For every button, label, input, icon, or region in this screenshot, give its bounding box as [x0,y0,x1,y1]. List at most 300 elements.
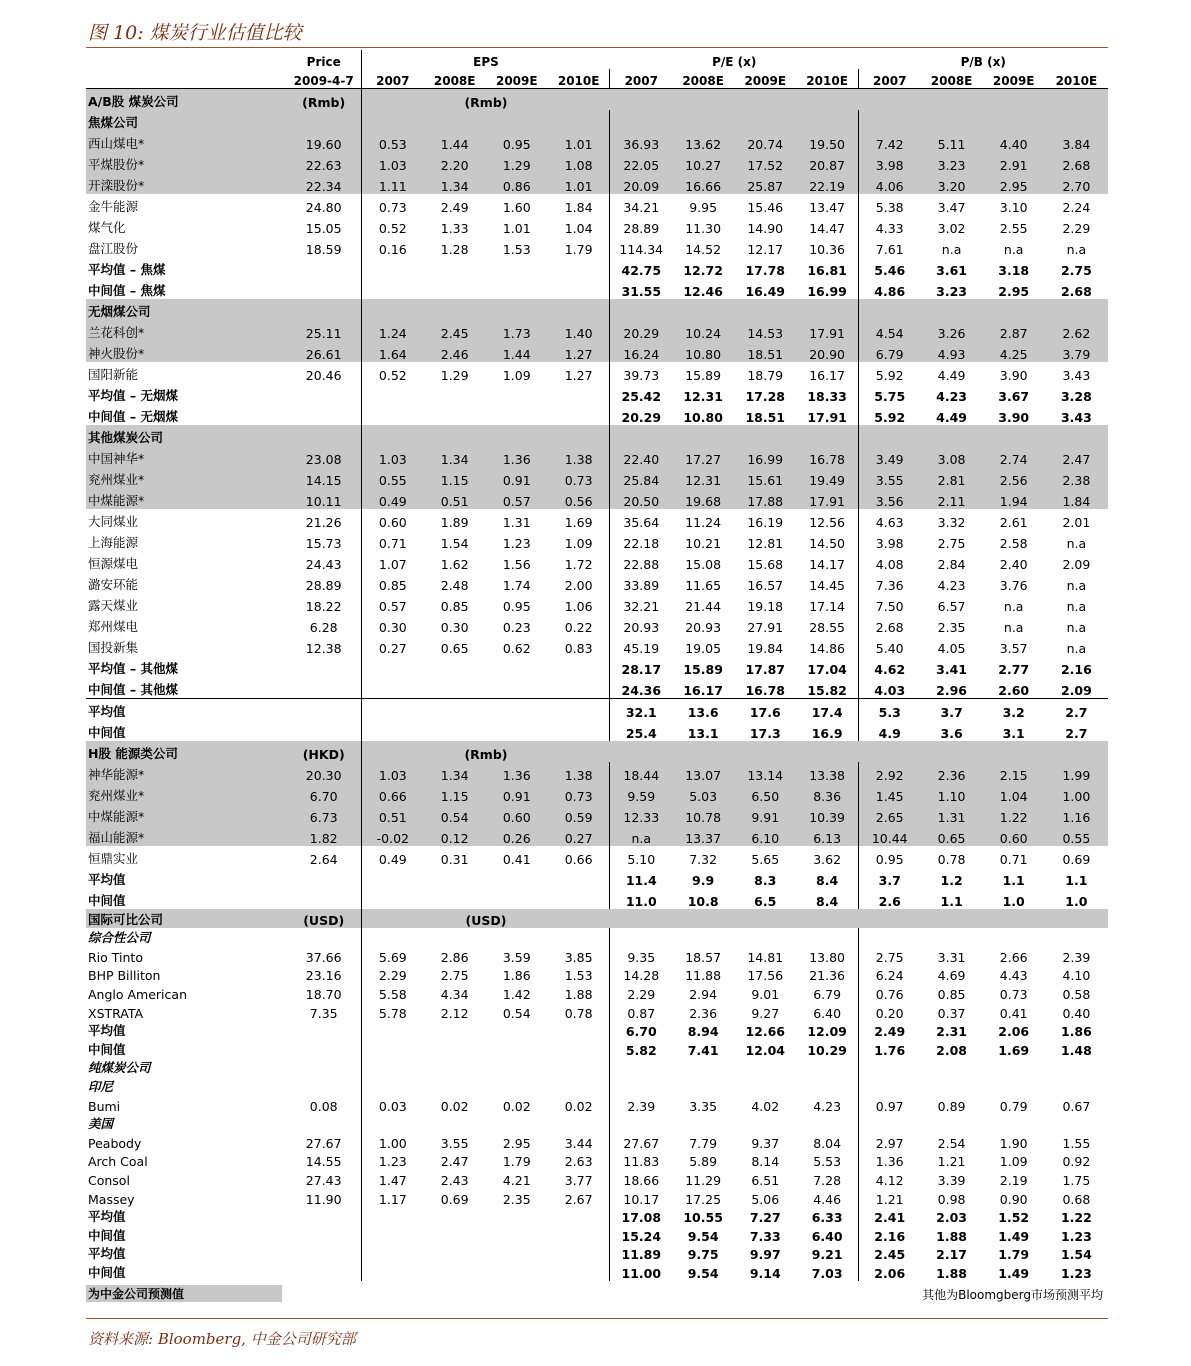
value-cell: 2.45 [858,1244,920,1263]
table-row [86,1169,1108,1188]
value-cell: 5.78 [362,1002,424,1021]
value-cell: 25.4 [610,720,672,741]
value-cell: 12.46 [683,284,723,299]
value-cell: 9.91 [734,804,796,825]
value-cell [362,1039,424,1058]
table-row [86,804,1108,825]
value-cell: 9.01 [751,986,780,1002]
value-cell: 3.47 [937,200,966,215]
value-cell [486,425,548,446]
value-cell: 2.91 [983,152,1045,173]
value-cell: 0.23 [502,620,531,635]
value-cell: 1.1 [1065,873,1088,888]
value-cell: 4.49 [936,410,967,425]
value-cell: n.a [1003,599,1024,614]
value-cell [424,257,486,278]
value-cell [1045,1114,1108,1133]
value-cell: 0.92 [1062,1154,1091,1170]
value-cell: 1.79 [502,1154,531,1170]
value-cell: n.a [941,242,962,257]
value-cell: 3.85 [564,949,593,965]
value-cell: 0.51 [424,488,486,509]
row-label: 国际可比公司 [86,909,286,928]
unit-label: (Rmb) [286,89,361,111]
value-cell: 4.86 [858,278,920,299]
row-label: 兰花科创* [86,320,286,341]
row-label: 开滦股份* [86,173,286,194]
value-cell: 22.40 [610,446,672,467]
value-cell: 7.35 [309,1005,338,1021]
row-label: H股 能源类公司 [86,741,286,762]
value-cell: 2.19 [999,1172,1028,1188]
value-cell: 9.59 [610,783,672,804]
row-label: 潞安环能 [88,577,139,592]
value-cell: 14.28 [610,965,672,984]
value-cell: 7.36 [858,572,920,593]
value-cell [1045,299,1108,320]
value-cell: 0.02 [440,1098,469,1114]
value-cell: 4.08 [858,551,920,572]
value-cell: 2.62 [1045,320,1108,341]
value-cell: 25.84 [610,467,672,488]
value-cell: 16.24 [610,341,672,362]
value-cell: 2.08 [936,1042,967,1058]
value-cell: 6.51 [751,1172,780,1188]
value-cell: 19.68 [672,488,734,509]
value-cell: 2.39 [1062,949,1091,965]
table-row [86,1151,1108,1170]
value-cell: 1.79 [998,1247,1030,1263]
value-cell: 13.14 [734,762,796,783]
value-cell: 0.73 [362,194,424,215]
value-cell: 22.63 [286,152,361,173]
value-cell [424,425,486,446]
value-cell: 3.35 [689,1098,718,1114]
value-cell [286,278,361,299]
value-cell: 15.89 [683,662,723,677]
value-cell [548,278,610,299]
value-cell: 12.09 [807,1024,847,1040]
value-cell [286,110,361,131]
value-cell: 2.31 [936,1024,967,1040]
value-cell [858,110,920,131]
value-cell [486,699,548,721]
table-row [86,1076,1108,1095]
value-cell [734,299,796,320]
value-cell: 0.02 [502,1098,531,1114]
value-cell: 20.90 [796,341,858,362]
value-cell: 2.96 [936,683,967,698]
value-cell [362,1076,424,1095]
value-cell: 6.5 [754,894,777,909]
value-cell: 2.75 [440,968,469,984]
value-cell [486,278,548,299]
value-cell: 0.86 [486,173,548,194]
value-cell [796,425,858,446]
row-label: 兖州煤业* [86,783,286,804]
value-cell: 0.69 [440,1191,469,1207]
value-cell: 9.54 [687,1265,719,1281]
value-cell: 9.95 [689,200,718,215]
value-cell [486,888,548,909]
table-row [86,1262,1108,1281]
value-cell [286,1021,361,1040]
value-cell: 1.73 [486,320,548,341]
value-cell: 17.88 [734,488,796,509]
value-cell: 8.14 [751,1154,780,1170]
value-cell: -0.02 [362,825,424,846]
value-cell: 15.61 [734,467,796,488]
value-cell [424,383,486,404]
value-cell: 1.38 [548,446,610,467]
table-row [86,635,1108,656]
value-cell: 6.79 [858,341,920,362]
table-row [86,677,1108,699]
value-cell: 2.11 [921,488,983,509]
value-cell: 28.55 [809,620,845,635]
value-cell: 3.98 [858,152,920,173]
value-cell: 0.68 [1062,1191,1091,1207]
row-label: 国阳新能 [88,367,139,382]
value-cell: 0.78 [937,852,966,867]
value-cell [486,1039,548,1058]
value-cell: 0.41 [502,852,531,867]
value-cell: 6.33 [811,1210,843,1226]
table-row [86,1207,1108,1226]
row-label: 恒鼎实业 [88,851,139,866]
value-cell: 4.03 [858,677,920,699]
value-cell [486,1076,548,1095]
row-label: 平均值 – 其他煤 [88,661,178,676]
value-cell: 0.71 [362,530,424,551]
value-cell: 2.68 [858,614,920,635]
value-cell: 6.13 [796,825,858,846]
row-label: 上海能源 [88,535,139,550]
value-cell [424,1058,486,1077]
value-cell: 1.1 [1002,873,1025,888]
value-cell: 2.36 [689,1005,718,1021]
value-cell: 2.24 [1062,200,1091,215]
value-cell: 2.39 [610,1095,672,1114]
value-cell: 15.68 [747,557,784,572]
value-cell: 0.73 [548,467,610,488]
value-cell: 17.25 [685,1191,722,1207]
value-cell: 0.69 [1062,852,1091,867]
value-cell [486,257,548,278]
table-row [86,257,1108,278]
value-cell: 18.57 [685,949,722,965]
value-cell: 4.25 [983,341,1045,362]
value-cell: 5.75 [858,383,920,404]
table-row [86,467,1108,488]
value-cell: 2.65 [858,804,920,825]
value-cell [286,888,361,909]
value-cell: n.a [1066,242,1087,257]
value-cell: 17.91 [796,488,858,509]
value-cell: 2.92 [858,762,920,783]
value-cell: 2.03 [936,1210,967,1226]
value-cell: n.a [610,825,672,846]
value-cell: 8.04 [813,1135,842,1151]
value-cell: 1.15 [424,467,486,488]
value-cell [362,110,424,131]
value-cell [1045,1076,1108,1095]
value-cell [1045,928,1108,947]
value-cell: 1.27 [564,368,593,383]
year-header: 2010E [1045,69,1108,89]
value-cell: 1.36 [486,446,548,467]
value-cell: 8.36 [796,783,858,804]
value-cell: 14.50 [809,536,845,551]
row-label: 平煤股份* [86,152,286,173]
value-cell: 2.7 [1065,726,1088,741]
value-cell: 2.60 [998,683,1030,698]
value-cell: 3.44 [564,1135,593,1151]
row-label: 露天煤业 [88,598,139,613]
value-cell: 17.08 [610,1207,672,1226]
value-cell: 6.28 [309,620,338,635]
table-row [86,215,1108,236]
value-cell [362,867,424,888]
value-cell [486,1207,548,1226]
value-cell: 3.39 [937,1172,966,1188]
value-cell: 15.24 [610,1225,672,1244]
value-cell: 2.97 [858,1132,920,1151]
value-cell: 7.27 [749,1210,781,1226]
value-cell: 0.51 [362,804,424,825]
value-cell [362,425,424,446]
valuation-table [86,50,1108,1281]
row-label: Bumi [88,1098,121,1114]
value-cell: 0.31 [440,852,469,867]
row-label: 印尼 [88,1078,114,1094]
value-cell: 1.15 [424,783,486,804]
row-label: 中煤能源* [86,488,286,509]
value-cell: 3.77 [564,1172,593,1188]
value-cell: 22.88 [610,551,672,572]
value-cell [424,110,486,131]
table-row [86,278,1108,299]
value-cell: 2.15 [983,762,1045,783]
value-cell [1045,1058,1108,1077]
value-cell: 3.55 [440,1135,469,1151]
year-header: 2008E [921,69,983,89]
year-header: 2009E [734,69,796,89]
value-cell: 3.98 [858,530,920,551]
value-cell: 1.21 [858,1188,920,1207]
eps-header: EPS [362,50,610,69]
value-cell: 20.09 [610,173,672,194]
value-cell: 1.53 [564,968,593,984]
value-cell: 12.17 [747,242,784,257]
value-cell: 11.4 [610,867,672,888]
table-row [86,425,1108,446]
value-cell [921,110,983,131]
row-label: 纯煤炭公司 [88,1060,151,1076]
table-row [86,614,1108,635]
row-label: XSTRATA [88,1005,144,1021]
header-row-2 [86,69,1108,89]
row-label: 兖州煤业* [86,467,286,488]
value-cell [286,1262,361,1281]
value-cell: 2.6 [858,888,920,909]
value-cell: 0.54 [424,804,486,825]
value-cell [486,1021,548,1040]
table-row [86,446,1108,467]
value-cell: 2.77 [998,662,1030,677]
value-cell: 14.17 [809,557,845,572]
value-cell: 14.47 [809,221,845,236]
value-cell [486,1225,548,1244]
value-cell: 6.70 [286,783,361,804]
value-cell: 1.48 [1060,1042,1092,1058]
value-cell: 2.55 [999,221,1028,236]
value-cell: 2.7 [1045,699,1108,721]
value-cell: 0.95 [502,599,531,614]
value-cell: 1.09 [564,536,593,551]
value-cell: 28.89 [610,215,672,236]
value-cell [286,383,361,404]
value-cell: 3.28 [1060,389,1092,404]
value-cell: 12.72 [683,263,723,278]
value-cell: 31.55 [610,278,672,299]
value-cell: 0.73 [548,783,610,804]
value-cell: 0.62 [502,641,531,656]
value-cell [672,928,734,947]
value-cell: 1.88 [564,986,593,1002]
value-cell [921,1076,983,1095]
value-cell: 1.40 [548,320,610,341]
value-cell: 0.91 [486,783,548,804]
value-cell: 2.64 [309,852,338,867]
table-row [86,320,1108,341]
value-cell: 0.30 [362,614,424,635]
value-cell: 22.05 [610,152,672,173]
value-cell [610,299,672,320]
value-cell [734,928,796,947]
bottom-rule [86,1318,1108,1319]
value-cell: 32.1 [610,699,672,721]
value-cell: 1.0 [1002,894,1025,909]
table-row [86,1095,1108,1114]
value-cell: 2.70 [1045,173,1108,194]
table-row [86,194,1108,215]
value-cell [796,299,858,320]
value-cell: 1.60 [502,200,531,215]
value-cell: n.a [1066,620,1087,635]
year-header: 2008E [672,69,734,89]
value-cell: 2.36 [921,762,983,783]
value-cell: 1.23 [1060,1265,1092,1281]
row-label: Consol [88,1172,130,1188]
value-cell [424,1021,486,1040]
value-cell: 0.97 [858,1095,920,1114]
value-cell: 0.65 [440,641,469,656]
source-note: 资料来源: Bloomberg, 中金公司研究部 [88,1330,356,1348]
value-cell: 10.36 [809,242,845,257]
value-cell [362,699,424,721]
value-cell: 1.94 [983,488,1045,509]
value-cell: 1.84 [1045,488,1108,509]
value-cell: 0.83 [564,641,593,656]
value-cell: 4.46 [813,1191,842,1207]
row-label: BHP Billiton [88,968,161,984]
value-cell: 1.36 [486,762,548,783]
value-cell: 20.93 [685,620,722,635]
table-row [86,110,1108,131]
value-cell: 0.26 [486,825,548,846]
value-cell: 1.42 [502,986,531,1002]
value-cell: 2.67 [564,1191,593,1207]
top-rule [86,47,1108,48]
value-cell: 18.59 [305,242,342,257]
row-label: Arch Coal [88,1154,148,1170]
value-cell: 16.17 [809,368,845,383]
value-cell: 0.54 [502,1005,531,1021]
value-cell [424,278,486,299]
value-cell: 2.43 [440,1172,469,1188]
value-cell: 10.80 [672,341,734,362]
value-cell [610,1076,672,1095]
table-row [86,1132,1108,1151]
value-cell: 7.32 [689,852,718,867]
table-row [86,762,1108,783]
value-cell: 0.60 [362,509,424,530]
value-cell: 32.21 [610,593,672,614]
value-cell: 4.34 [440,986,469,1002]
table-row [86,488,1108,509]
value-cell: 0.60 [486,804,548,825]
value-cell: 0.66 [362,783,424,804]
value-cell: 8.3 [754,873,777,888]
value-cell: 3.08 [921,446,983,467]
value-cell: 2.17 [936,1247,967,1263]
value-cell: 2.75 [937,536,966,551]
value-cell: 2.16 [1060,662,1092,677]
value-cell: 0.59 [548,804,610,825]
value-cell: 17.04 [807,662,847,677]
value-cell [1045,425,1108,446]
value-cell: 2.35 [502,1191,531,1207]
value-cell: 5.69 [362,946,424,965]
value-cell: 0.30 [440,620,469,635]
value-cell: n.a [1066,641,1087,656]
value-cell [983,1058,1045,1077]
value-cell: 13.38 [796,762,858,783]
table-row [86,1244,1108,1263]
value-cell [548,425,610,446]
value-cell: 19.50 [796,131,858,152]
row-label: Massey [88,1191,135,1207]
value-cell: 19.84 [747,641,784,656]
value-cell [362,677,424,699]
value-cell: 15.08 [685,557,722,572]
value-cell [286,1114,361,1133]
value-cell: 2.09 [1060,683,1092,698]
value-cell: 12.81 [747,536,784,551]
value-cell: 14.52 [685,242,722,257]
row-label: 金牛能源 [88,199,139,214]
unit-label [858,741,1108,762]
value-cell: 5.92 [858,404,920,425]
row-label: 中间值 – 无烟煤 [88,409,178,424]
value-cell [286,1076,361,1095]
value-cell: 0.52 [362,215,424,236]
row-label: 中间值 – 焦煤 [88,283,166,298]
value-cell [486,720,548,741]
value-cell [362,656,424,677]
value-cell [610,1114,672,1133]
